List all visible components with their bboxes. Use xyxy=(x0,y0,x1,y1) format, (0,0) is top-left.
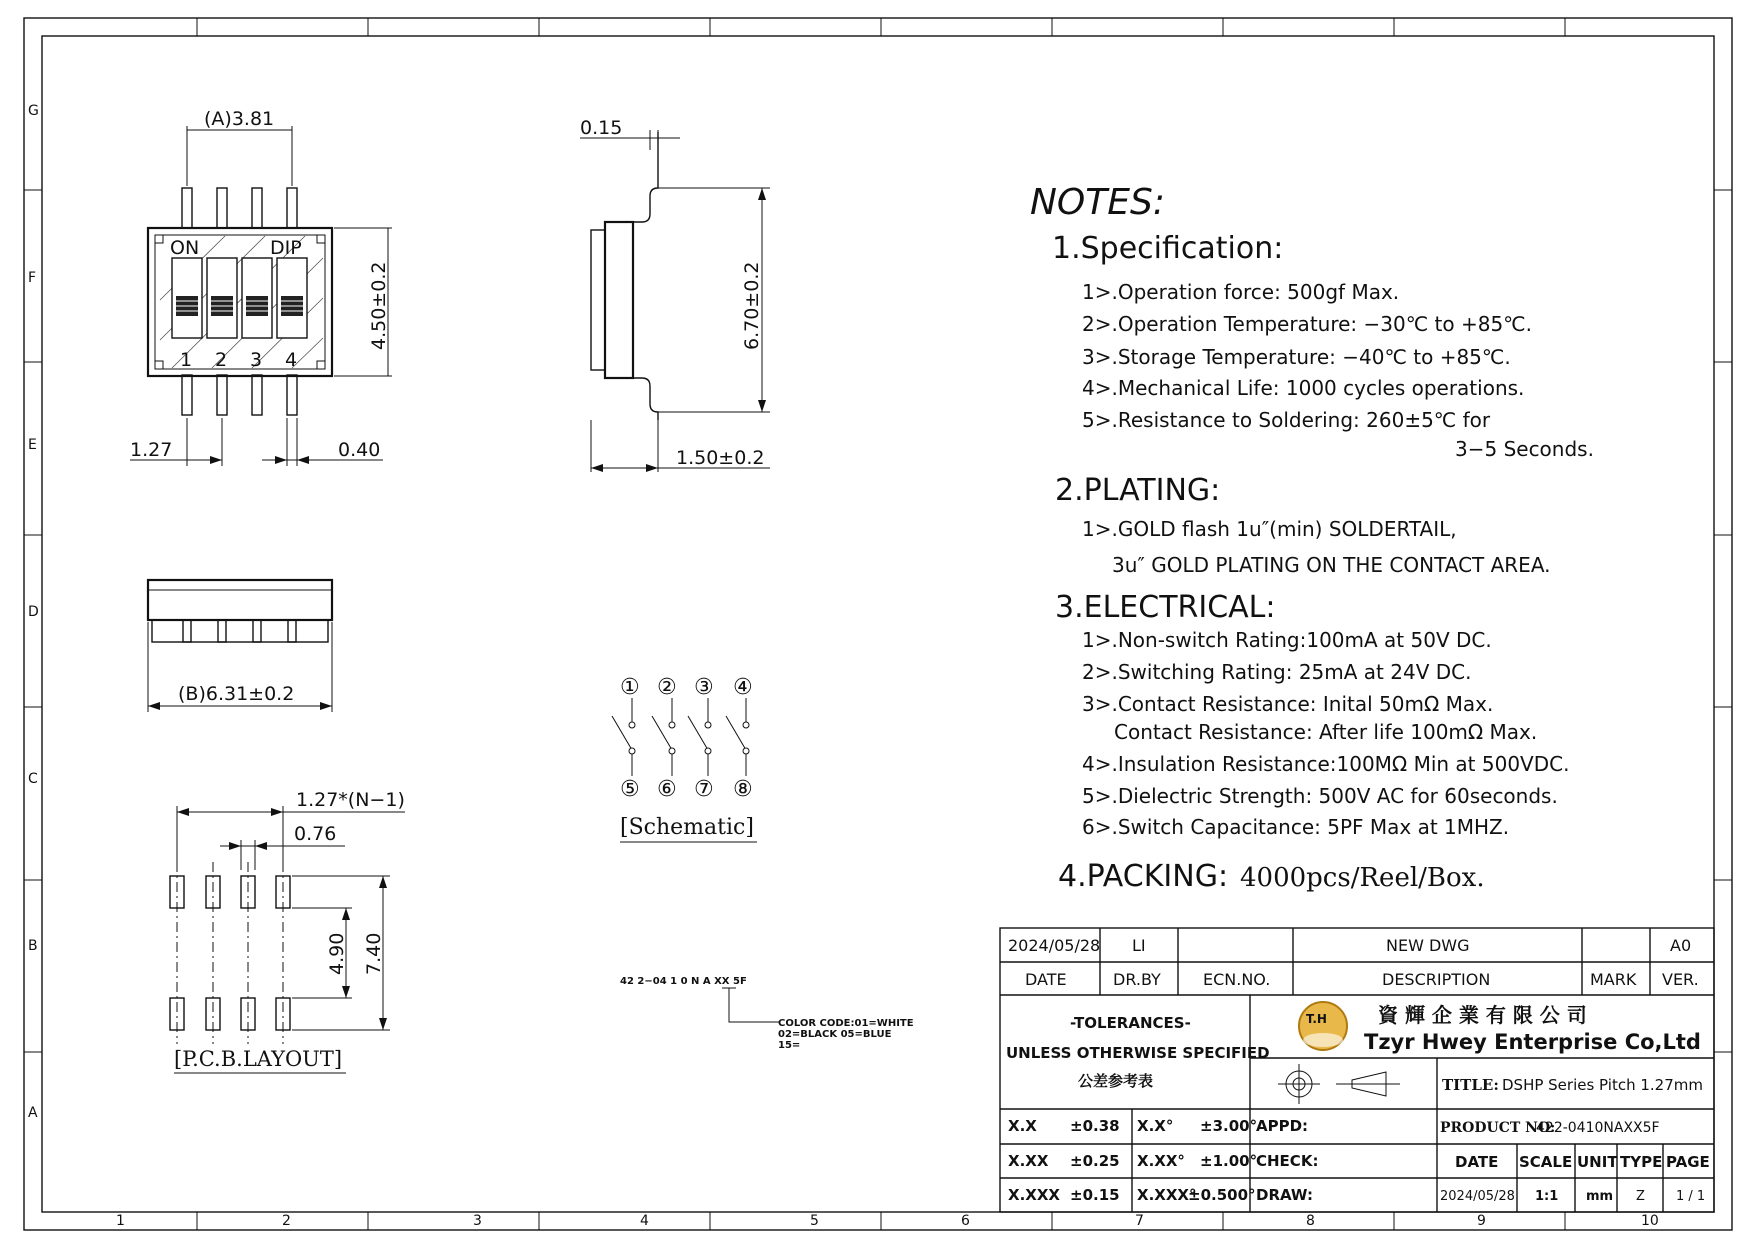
info-page: 1 / 1 xyxy=(1676,1189,1706,1204)
check-label: CHECK: xyxy=(1256,1152,1319,1170)
zone-label-bottom: 8 xyxy=(1306,1213,1315,1229)
tolerance-key: X.X xyxy=(1008,1117,1037,1135)
label-dip: DIP xyxy=(270,237,302,259)
zone-label-bottom: 10 xyxy=(1641,1213,1659,1229)
tolerances-subtitle: UNLESS OTHERWISE SPECIFIED xyxy=(1006,1044,1270,1062)
spec-item: 2>.Operation Temperature: −30℃ to +85℃. xyxy=(1082,312,1532,336)
dim-outer: 7.40 xyxy=(363,932,385,975)
tolerance-value: ±0.38 xyxy=(1070,1117,1120,1135)
color-code-note: 15= xyxy=(778,1040,801,1051)
dim-pad-width: 0.76 xyxy=(294,823,337,845)
zone-label-bottom: 1 xyxy=(116,1213,125,1229)
color-code-note: 02=BLACK 05=BLUE xyxy=(778,1029,892,1040)
info-unit: mm xyxy=(1586,1189,1614,1204)
info-header-scale: SCALE xyxy=(1519,1153,1573,1171)
part-code-string: 42 2−04 1 0 N A XX 5F xyxy=(620,976,747,987)
electrical-item: 3>.Contact Resistance: Inital 50mΩ Max. xyxy=(1082,692,1494,716)
spec-item: 5>.Resistance to Soldering: 260±5℃ for xyxy=(1082,408,1491,432)
front-view xyxy=(148,580,332,712)
notes-heading: NOTES: xyxy=(1030,182,1165,223)
top-view xyxy=(130,108,392,466)
electrical-item: 2>.Switching Rating: 25mA at 24V DC. xyxy=(1082,660,1472,684)
label-on: ON xyxy=(170,237,200,259)
electrical-item: 4>.Insulation Resistance:100MΩ Min at 500VDC. xyxy=(1082,752,1570,776)
spec-item: 3−5 Seconds. xyxy=(1455,437,1594,461)
header-mark: MARK xyxy=(1590,970,1637,989)
tolerance-key: X.XXX° xyxy=(1137,1186,1197,1204)
zone-label-left: B xyxy=(28,938,38,954)
header-description: DESCRIPTION xyxy=(1382,970,1491,989)
side-view xyxy=(580,117,770,472)
header-ecn: ECN.NO. xyxy=(1203,970,1271,989)
title-label: TITLE: xyxy=(1442,1076,1499,1094)
zone-label-bottom: 3 xyxy=(473,1213,482,1229)
zone-label-left: D xyxy=(28,604,39,620)
header-drby: DR.BY xyxy=(1113,970,1161,989)
spec-title: 1.Specification: xyxy=(1052,231,1284,266)
tolerance-key: X.X° xyxy=(1137,1117,1174,1135)
plating-item: 1>.GOLD flash 1u″(min) SOLDERTAIL, xyxy=(1082,517,1457,541)
zone-label-left: C xyxy=(28,771,38,787)
rev-drby: LI xyxy=(1132,936,1146,955)
schematic-label: [Schematic] xyxy=(620,815,754,840)
packing-title: 4.PACKING: xyxy=(1058,859,1229,894)
zone-label-left: G xyxy=(28,103,39,119)
packing-value: 4000pcs/Reel/Box. xyxy=(1240,863,1485,893)
dim-inner: 4.90 xyxy=(326,932,348,975)
schematic-pin-number: ⑦ xyxy=(694,777,714,802)
tolerance-value: ±0.500° xyxy=(1188,1186,1256,1204)
tolerance-value: ±0.25 xyxy=(1070,1152,1120,1170)
zone-label-bottom: 7 xyxy=(1135,1213,1144,1229)
company-logo xyxy=(1299,1002,1347,1050)
info-header-type: TYPE xyxy=(1620,1153,1663,1171)
schematic-pin-number: ⑥ xyxy=(657,777,677,802)
logo-text: T.H xyxy=(1306,1012,1327,1026)
schematic-pin-number: ⑧ xyxy=(733,777,753,802)
electrical-item: 6>.Switch Capacitance: 5PF Max at 1MHZ. xyxy=(1082,815,1510,839)
dim-pitch: 1.27 xyxy=(130,439,173,461)
rev-version: A0 xyxy=(1670,936,1692,955)
pcb-layout xyxy=(170,789,405,1073)
tolerance-key: X.XX xyxy=(1008,1152,1049,1170)
switch-number: 4 xyxy=(285,349,298,371)
spec-item: 3>.Storage Temperature: −40℃ to +85℃. xyxy=(1082,345,1511,369)
dim-pin-width: 0.40 xyxy=(338,439,381,461)
zone-label-left: A xyxy=(28,1105,38,1121)
tolerances-cn: 公差参考表 xyxy=(1078,1072,1154,1090)
product-no-label: PRODUCT NO: xyxy=(1440,1120,1556,1136)
dim-total-height: 6.70±0.2 xyxy=(741,261,763,350)
zone-label-bottom: 9 xyxy=(1477,1213,1486,1229)
product-no-value: 422-0410NAXX5F xyxy=(1536,1120,1660,1136)
zone-label-left: F xyxy=(28,270,37,286)
switch-number: 2 xyxy=(215,349,228,371)
electrical-item: 5>.Dielectric Strength: 500V AC for 60seconds. xyxy=(1082,784,1558,808)
tolerance-key: X.XXX xyxy=(1008,1186,1060,1204)
switch-number: 3 xyxy=(250,349,263,371)
tolerance-value: ±0.15 xyxy=(1070,1186,1120,1204)
zone-label-bottom: 4 xyxy=(640,1213,649,1229)
switch-number: 1 xyxy=(180,349,193,371)
dim-height: 4.50±0.2 xyxy=(368,261,390,350)
electrical-title: 3.ELECTRICAL: xyxy=(1055,590,1276,625)
appd-label: APPD: xyxy=(1256,1117,1309,1135)
info-header-page: PAGE xyxy=(1666,1153,1710,1171)
pcb-layout-label: [P.C.B.LAYOUT] xyxy=(174,1047,343,1071)
dim-span: 1.27*(N−1) xyxy=(296,789,405,811)
plating-item: 3u″ GOLD PLATING ON THE CONTACT AREA. xyxy=(1112,553,1551,577)
zone-label-bottom: 5 xyxy=(810,1213,819,1229)
tolerance-value: ±1.00° xyxy=(1200,1152,1258,1170)
schematic-pin-number: ③ xyxy=(694,675,714,700)
electrical-item: Contact Resistance: After life 100mΩ Max. xyxy=(1114,720,1538,744)
info-header-date: DATE xyxy=(1455,1153,1499,1171)
dim-depth: 1.50±0.2 xyxy=(676,447,765,469)
draw-label: DRAW: xyxy=(1256,1186,1314,1204)
info-date: 2024/05/28 xyxy=(1440,1189,1515,1204)
rev-date: 2024/05/28 xyxy=(1008,936,1101,955)
dim-b: (B)6.31±0.2 xyxy=(178,683,295,705)
company-name-cn: 資 輝 企 業 有 限 公 司 xyxy=(1378,1003,1587,1027)
plating-title: 2.PLATING: xyxy=(1055,473,1221,508)
header-date: DATE xyxy=(1025,970,1067,989)
tolerance-key: X.XX° xyxy=(1137,1152,1185,1170)
zone-label-bottom: 2 xyxy=(282,1213,291,1229)
spec-item: 1>.Operation force: 500gf Max. xyxy=(1082,280,1400,304)
info-scale: 1:1 xyxy=(1535,1189,1559,1204)
info-type: Z xyxy=(1636,1189,1645,1204)
schematic-pin-number: ⑤ xyxy=(620,777,640,802)
info-header-unit: UNIT xyxy=(1577,1153,1618,1171)
rev-description: NEW DWG xyxy=(1386,936,1470,955)
schematic-pin-number: ① xyxy=(620,675,640,700)
color-code-note: COLOR CODE:01=WHITE xyxy=(778,1018,914,1029)
tolerance-value: ±3.00° xyxy=(1200,1117,1258,1135)
company-name-en: Tzyr Hwey Enterprise Co,Ltd xyxy=(1364,1030,1701,1054)
schematic-pin-number: ④ xyxy=(733,675,753,700)
header-version: VER. xyxy=(1662,970,1699,989)
dim-a: (A)3.81 xyxy=(204,108,275,130)
electrical-item: 1>.Non-switch Rating:100mA at 50V DC. xyxy=(1082,628,1492,652)
schematic-pin-number: ② xyxy=(657,675,677,700)
schematic xyxy=(612,675,757,842)
projection-symbol-icon xyxy=(1278,1064,1400,1104)
title-block xyxy=(1000,928,1714,1212)
title-value: DSHP Series Pitch 1.27mm xyxy=(1502,1076,1703,1094)
part-code xyxy=(620,976,914,1051)
zone-label-bottom: 6 xyxy=(961,1213,970,1229)
spec-item: 4>.Mechanical Life: 1000 cycles operations. xyxy=(1082,376,1525,400)
tolerances-title: -TOLERANCES- xyxy=(1070,1014,1191,1032)
dim-thickness: 0.15 xyxy=(580,117,623,139)
notes xyxy=(1030,182,1594,894)
zone-label-left: E xyxy=(28,437,37,453)
